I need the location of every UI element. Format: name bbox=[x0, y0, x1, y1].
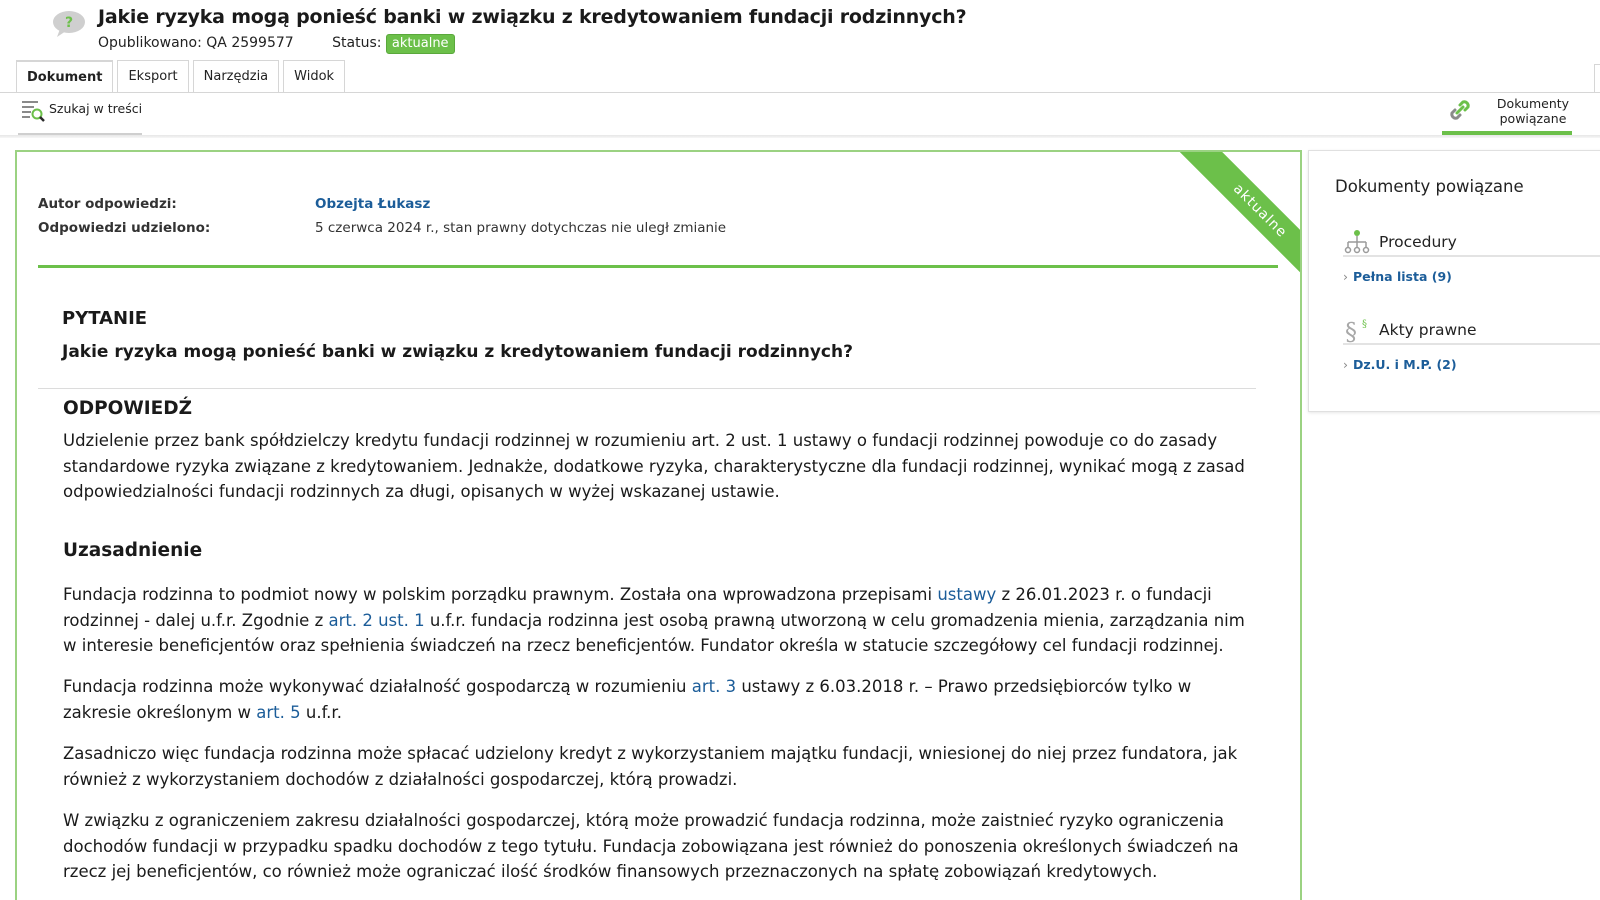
legal-acts-label: Akty prawne bbox=[1379, 321, 1477, 339]
link-ustawy[interactable]: ustawy bbox=[937, 585, 997, 604]
answered-label: Odpowiedzi udzielono: bbox=[38, 220, 211, 236]
page-title: Jakie ryzyka mogą ponieść banki w związku z kredytowaniem fundacji rodzinnych? bbox=[98, 6, 967, 28]
question-divider bbox=[38, 388, 1256, 389]
related-documents-button[interactable] bbox=[1442, 93, 1572, 135]
paragraph-section-icon bbox=[1343, 316, 1371, 344]
p2-text-3: u.f.r. bbox=[300, 702, 342, 722]
p1-text-1: Fundacja rodzinna to podmiot nowy w polskim porządku prawnym. Została ona wprowadzona przepisami bbox=[63, 585, 938, 604]
p1-text-2: z 26.01.2023 r. o fundacji rodzinnej - dalej u.f.r. Zgodnie z bbox=[63, 585, 1212, 630]
justification-heading: Uzasadnienie bbox=[63, 540, 203, 561]
link-art-2-ust-1[interactable]: art. 2 ust. 1 bbox=[328, 610, 425, 630]
question-heading: PYTANIE bbox=[62, 308, 148, 329]
p1-text-3: u.f.r. fundacja rodzinna jest osobą prawną utworzoną w celu gromadzenia mienia, zarządzania nim w interesie beneficjentów oraz spełnienia świadczeń na rzecz beneficjentów. Fundator określa w statucie szczegółowy cel fundacji rodzinnej. bbox=[63, 610, 1245, 655]
section-legal-acts bbox=[1343, 315, 1600, 345]
status-ribbon-text: aktualne bbox=[1172, 150, 1302, 299]
svg-text:?: ? bbox=[64, 15, 74, 31]
question-bubble-icon bbox=[52, 10, 88, 38]
procedures-link-label: Pełna lista (9) bbox=[1353, 269, 1452, 284]
question-text: Jakie ryzyka mogą ponieść banki w związku z kredytowaniem fundacji rodzinnych? bbox=[62, 342, 853, 362]
related-documents-panel bbox=[1308, 150, 1600, 412]
toolbar-shadow bbox=[0, 135, 1600, 138]
search-in-content-button[interactable] bbox=[18, 93, 142, 135]
related-documents-label: Dokumenty powiązane bbox=[1496, 96, 1570, 126]
toolbar bbox=[0, 93, 1600, 135]
status-badge: aktualne bbox=[386, 34, 455, 54]
tab-dokument[interactable]: Dokument bbox=[16, 60, 113, 93]
tab-narzedzia[interactable]: Narzędzia bbox=[193, 60, 280, 92]
org-chart-icon bbox=[1343, 228, 1371, 256]
chevron-right-icon: › bbox=[1343, 269, 1348, 284]
tab-eksport[interactable]: Eksport bbox=[117, 60, 188, 92]
svg-text:§: § bbox=[1362, 319, 1367, 330]
tab-widok[interactable]: Widok bbox=[283, 60, 345, 92]
p2-text-2: ustawy z 6.03.2018 r. – Prawo przedsiębiorców tylko w zakresie określonym w bbox=[63, 677, 1192, 722]
answer-heading: ODPOWIEDŹ bbox=[63, 398, 193, 419]
legal-acts-link-label: Dz.U. i M.P. (2) bbox=[1353, 357, 1457, 372]
related-panel-title: Dokumenty powiązane bbox=[1335, 177, 1524, 196]
justification-paragraph-3: Zasadniczo więc fundacja rodzinna może spłacać udzielony kredyt z wykorzystaniem majątku fundacji, wniesionej do niej przez fundatora, jak również z wykorzystaniem dochodów z działalności gospodarczej, którą prowadzi. bbox=[63, 744, 1238, 789]
document-header bbox=[0, 0, 1600, 58]
answered-row bbox=[38, 220, 727, 236]
link-art-3[interactable]: art. 3 bbox=[691, 677, 737, 696]
svg-text:§: § bbox=[1345, 318, 1357, 344]
document-panel bbox=[15, 150, 1302, 900]
author-row bbox=[38, 196, 431, 212]
meta-divider bbox=[38, 265, 1278, 268]
chevron-right-icon: › bbox=[1343, 357, 1348, 372]
ribbon-tabs bbox=[16, 60, 349, 92]
author-label: Autor odpowiedzi: bbox=[38, 196, 177, 212]
author-link[interactable]: Obzejta Łukasz bbox=[315, 196, 431, 212]
search-in-content-label: Szukaj w treści bbox=[49, 101, 143, 116]
justification-paragraph-2 bbox=[63, 674, 1258, 725]
p2-text-1: Fundacja rodzinna może wykonywać działalność gospodarczą w rozumieniu bbox=[63, 677, 692, 696]
legal-acts-link[interactable] bbox=[1343, 357, 1457, 372]
status-label: Status: bbox=[332, 35, 382, 51]
justification-paragraph-4: W związku z ograniczeniem zakresu działalności gospodarczej, którą może prowadzić fundacja rodzinna, może zaistnieć ryzyko ograniczenia dochodów fundacji w przypadku spadku dochodów z tego tytułu. Fundacja zobowiązana jest również do ponoszenia określonych świadczeń na rzecz jej beneficjentów, co również może ograniczać ilość środków finansowych przeznaczonych na spłatę zobowiązań kredytowych. bbox=[63, 811, 1239, 881]
tab-overflow-edge bbox=[1594, 64, 1600, 92]
procedures-label: Procedury bbox=[1379, 233, 1457, 251]
status-ribbon bbox=[1142, 150, 1302, 310]
publication-meta bbox=[98, 34, 455, 54]
published-label: Opublikowano: bbox=[98, 35, 202, 51]
procedures-full-list-link[interactable] bbox=[1343, 269, 1452, 284]
published-value: QA 2599577 bbox=[206, 35, 294, 51]
justification-paragraph-1 bbox=[63, 582, 1258, 659]
link-icon bbox=[1446, 96, 1474, 124]
answer-text: Udzielenie przez bank spółdzielczy kredytu fundacji rodzinnej w rozumieniu art. 2 ust. 1 ustawy o fundacji rodzinnej powoduje co do zasady standardowe ryzyka związane z kredytowaniem. Jednakże, dodatkowe ryzyka, charakterystyczne dla fundacji rodzinnej, wynikać mogą z zasad odpowiedzialności fundacji rodzinnych za długi, opisanych w wyżej wskazanej ustawie. bbox=[63, 431, 1245, 501]
section-procedures bbox=[1343, 227, 1600, 257]
link-art-5[interactable]: art. 5 bbox=[256, 702, 301, 722]
answered-value: 5 czerwca 2024 r., stan prawny dotychczas nie uległ zmianie bbox=[315, 220, 727, 236]
search-text-icon bbox=[20, 97, 46, 123]
